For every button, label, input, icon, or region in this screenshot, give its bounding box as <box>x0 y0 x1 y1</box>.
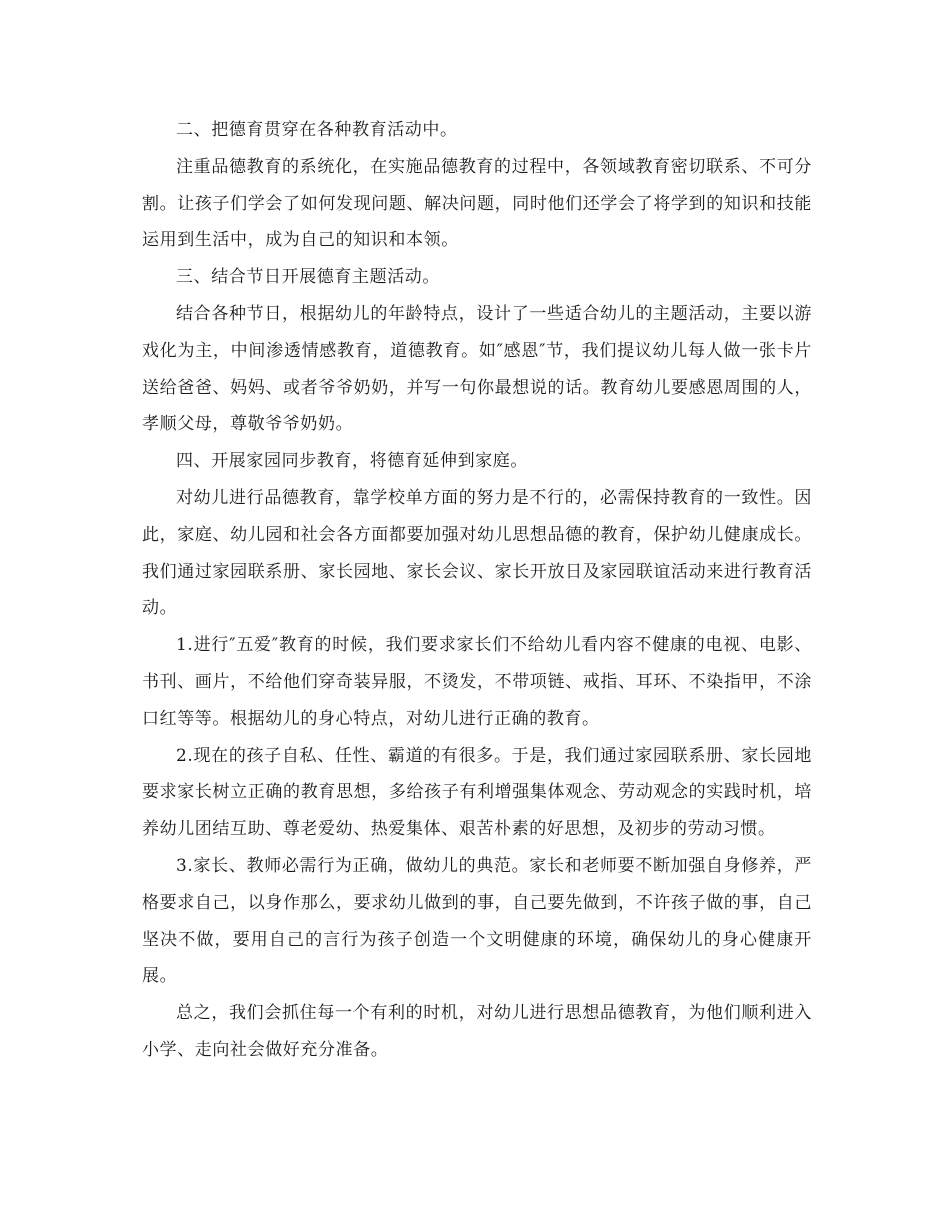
paragraph-home-school: 对幼儿进行品德教育，靠学校单方面的努力是不行的，必需保持教育的一致性。因此，家庭、幼儿园和社会各方面都要加强对幼儿思想品德的教育，保护幼儿健康成长。我们通过家园联系册、家长园地、家长会议、家长开放日及家园联谊活动来进行教育活动。 <box>142 487 812 619</box>
section-heading-3: 三、结合节日开展德育主题活动。 <box>176 267 440 288</box>
list-item-1: 1.进行″五爱″教育的时候，我们要求家长们不给幼儿看内容不健康的电视、电影、书刊、画片，不给他们穿奇装异服，不烫发，不带项链、戒指、耳环、不染指甲，不涂口红等等。根据幼儿的身心特点，对幼儿进行正确的教育。 <box>142 635 812 729</box>
document-body <box>142 112 812 1069</box>
paragraph-conclusion: 总之，我们会抓住每一个有利的时机，对幼儿进行思想品德教育，为他们顺利进入小学、走向社会做好充分准备。 <box>142 1003 812 1060</box>
section-heading-2: 二、把德育贯穿在各种教育活动中。 <box>176 120 458 140</box>
list-item-2: 2.现在的孩子自私、任性、霸道的有很多。于是，我们通过家园联系册、家长园地要求家长树立正确的教育思想，多给孩子有利增强集体观念、劳动观念的实践时机，培养幼儿团结互助、尊老爱幼、热爱集体、艰苦朴素的好思想，及初步的劳动习惯。 <box>142 745 812 840</box>
paragraph-festival-activities: 结合各种节日，根据幼儿的年龄特点，设计了一些适合幼儿的主题活动，主要以游戏化为主，中间渗透情感教育，道德教育。如″感恩″节，我们提议幼儿每人做一张卡片送给爸爸、妈妈、或者爷爷奶奶，并写一句你最想说的话。教育幼儿要感恩周围的人，孝顺父母，尊敬爷爷奶奶。 <box>142 303 812 435</box>
section-heading-4: 四、开展家园同步教育，将德育延伸到家庭。 <box>176 451 528 472</box>
list-item-3: 3.家长、教师必需行为正确，做幼儿的典范。家长和老师要不断加强自身修养，严格要求自己，以身作那么，要求幼儿做到的事，自己要先做到，不许孩子做的事，自己坚决不做，要用自己的言行为孩子创造一个文明健康的环境，确保幼儿的身心健康开展。 <box>142 855 812 987</box>
paragraph-systematic-education: 注重品德教育的系统化，在实施品德教育的过程中，各领域教育密切联系、不可分割。让孩子们学会了如何发现问题、解决问题，同时他们还学会了将学到的知识和技能运用到生活中，成为自己的知识和本领。 <box>142 156 812 251</box>
